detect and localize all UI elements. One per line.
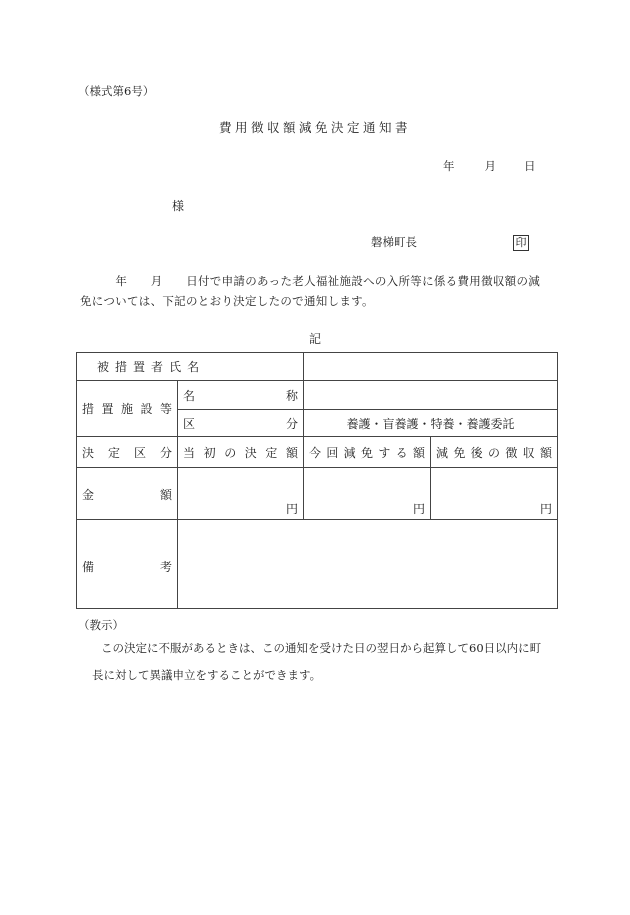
issuer: 磐梯町長 <box>371 235 417 249</box>
yen-unit: 円 <box>539 502 552 516</box>
after-amount-field[interactable] <box>431 468 558 520</box>
initial-amount-field[interactable] <box>178 468 304 520</box>
notice-line-1: この決定に不服があるときは、この通知を受けた日の翌日から起算して60日以内に町 <box>101 641 542 655</box>
document-title: 費用徴収額減免決定通知書 <box>218 120 411 135</box>
seal-stamp: 印 <box>513 235 529 251</box>
remarks-label: 備 考 <box>82 560 172 574</box>
yen-unit: 円 <box>285 502 298 516</box>
date-year: 年 <box>443 159 455 173</box>
remarks-label-cell <box>77 520 178 609</box>
notice-line-2: 長に対して異議申立をすることができます。 <box>92 668 322 682</box>
addressee-suffix: 様 <box>172 199 185 213</box>
category-label: 区 分 <box>183 416 298 431</box>
category-label-cell <box>178 410 304 437</box>
initial-amount-label: 当 初 の 決 定 額 <box>183 445 298 460</box>
reduction-label: 今 回 減 免 す る 額 <box>309 445 425 460</box>
person-name-field[interactable] <box>304 353 558 381</box>
person-name-label <box>77 353 304 381</box>
decision-category-cell <box>77 437 178 468</box>
category-value: 養護・盲養護・特養・養護委託 <box>304 410 558 437</box>
facility-label: 措 置 施 設 等 <box>82 402 172 416</box>
amount-label: 金 額 <box>82 488 172 502</box>
facility-name-field[interactable] <box>304 381 558 410</box>
body-text-line-2: 免については、下記のとおり決定したので通知します。 <box>80 294 374 308</box>
amount-label-cell <box>77 468 178 520</box>
form-number: （様式第6号） <box>78 84 155 98</box>
yen-unit: 円 <box>412 502 425 516</box>
reduction-cell <box>304 437 431 468</box>
notice-heading: （教示） <box>78 618 124 632</box>
person-name-text <box>97 358 283 375</box>
after-label: 減 免 後 の 徴 収 額 <box>436 445 552 460</box>
name-label: 名 称 <box>183 388 298 403</box>
after-cell <box>431 437 558 468</box>
body-text-line-1: 年 月 日付で申請のあった老人福祉施設への入所等に係る費用徴収額の減 <box>80 274 541 288</box>
name-label-cell <box>178 381 304 410</box>
decision-table <box>76 352 558 609</box>
date-line <box>443 161 536 173</box>
date-day: 日 <box>524 159 536 173</box>
date-month: 月 <box>484 159 496 173</box>
decision-category-label: 決 定 区 分 <box>82 445 172 460</box>
jl-text: 被措置者氏名 <box>97 360 206 374</box>
memo-label: 記 <box>308 332 321 346</box>
initial-amount-cell <box>178 437 304 468</box>
remarks-field[interactable] <box>178 520 558 609</box>
facility-label-cell <box>77 381 178 437</box>
reduction-amount-field[interactable] <box>304 468 431 520</box>
